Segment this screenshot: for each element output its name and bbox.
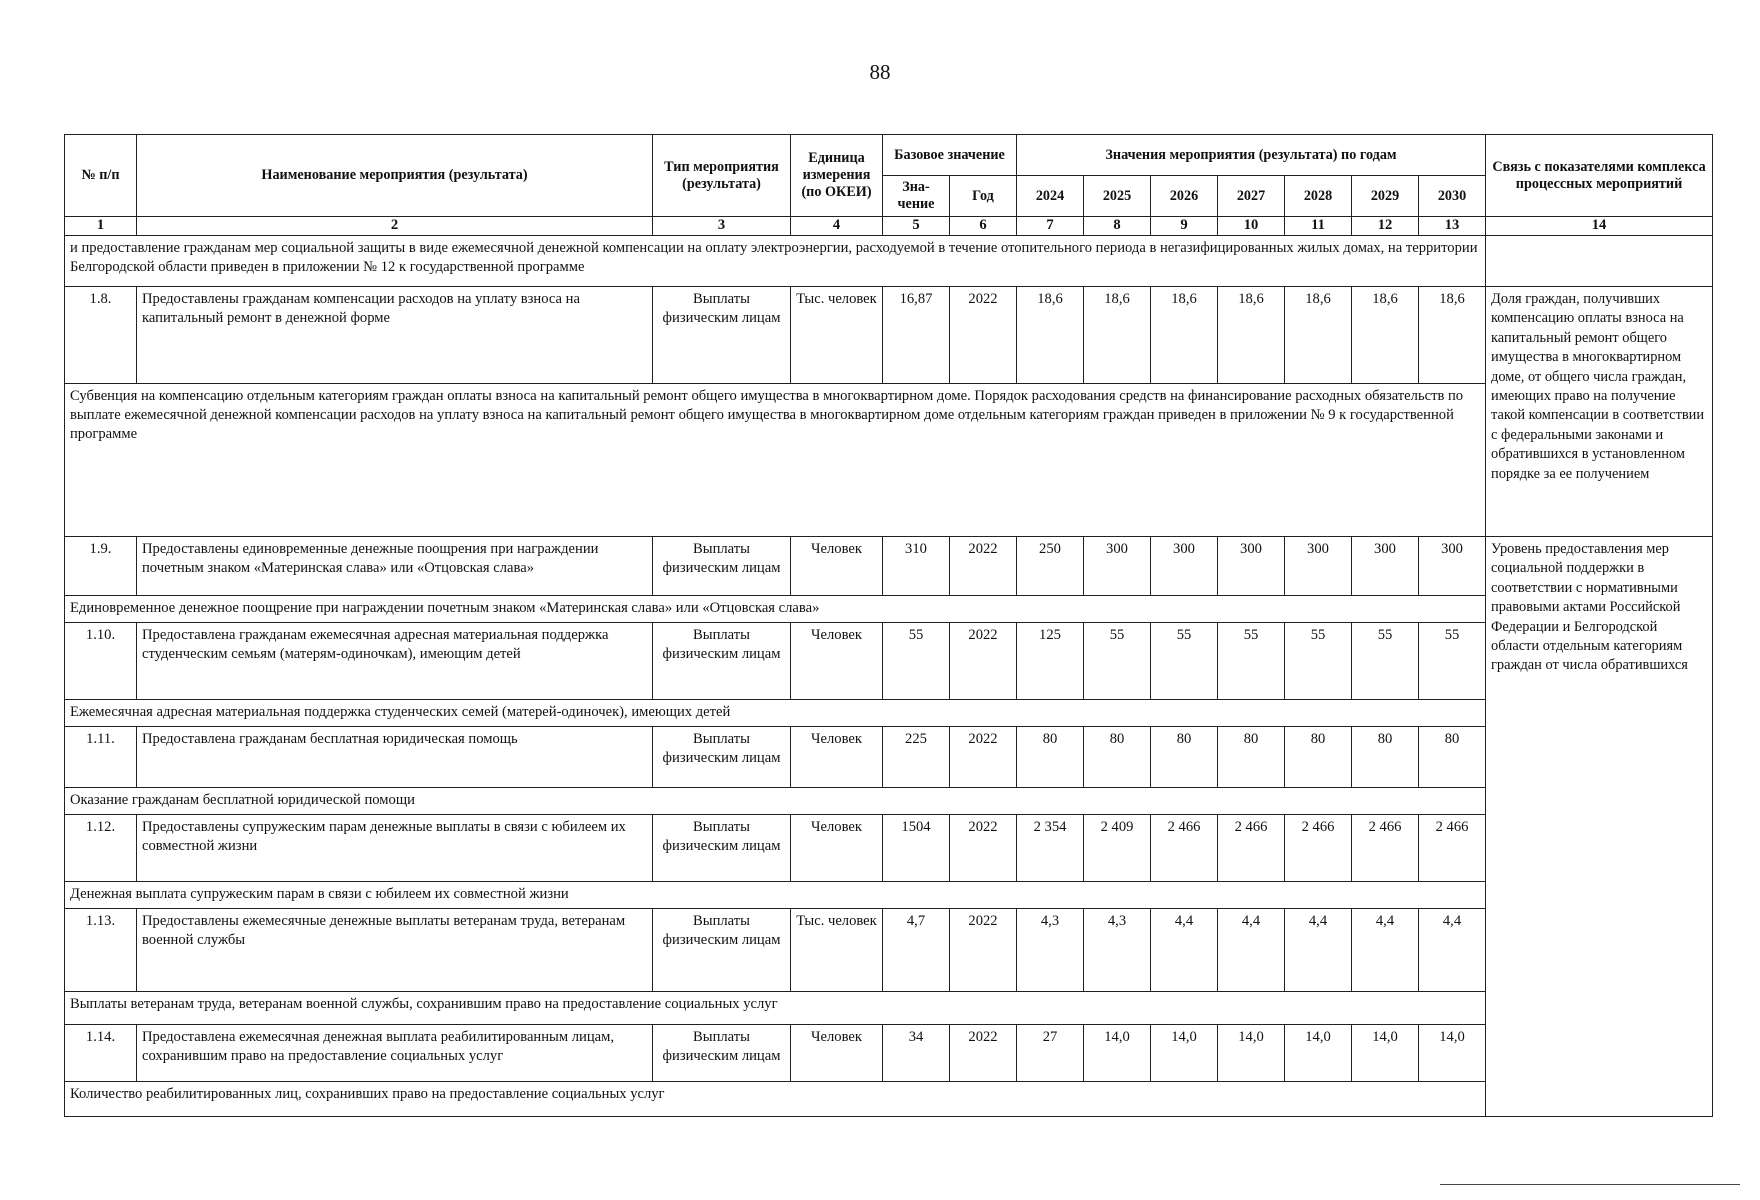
table-row xyxy=(65,287,1713,384)
table-row xyxy=(65,727,1713,788)
row-value-2025: 14,0 xyxy=(1084,1025,1151,1082)
row-value-2026: 2 466 xyxy=(1151,815,1218,882)
row-value-2024: 27 xyxy=(1017,1025,1084,1082)
table-row xyxy=(65,1025,1713,1082)
top-note-link-empty xyxy=(1486,236,1713,287)
row-value-2025: 2 409 xyxy=(1084,815,1151,882)
row-name: Предоставлены ежемесячные денежные выплаты ветеранам труда, ветеранам военной службы xyxy=(137,909,653,992)
row-number: 1.11. xyxy=(65,727,137,788)
row-value-2028: 55 xyxy=(1285,623,1352,700)
note-row xyxy=(65,384,1713,537)
row-value-2029: 55 xyxy=(1352,623,1419,700)
row-name: Предоставлены супружеским парам денежные выплаты в связи с юбилеем их совместной жизни xyxy=(137,815,653,882)
note-row xyxy=(65,1082,1713,1117)
row-type: Выплаты физическим лицам xyxy=(653,815,791,882)
row-value-2027: 300 xyxy=(1218,537,1285,596)
row-type: Выплаты физическим лицам xyxy=(653,1025,791,1082)
row-value-2029: 2 466 xyxy=(1352,815,1419,882)
header-year-2027: 2027 xyxy=(1218,176,1285,217)
row-type: Выплаты физическим лицам xyxy=(653,727,791,788)
column-number: 7 xyxy=(1017,217,1084,236)
row-base-year: 2022 xyxy=(950,623,1017,700)
row-value-2027: 18,6 xyxy=(1218,287,1285,384)
row-type: Выплаты физическим лицам xyxy=(653,287,791,384)
column-number: 14 xyxy=(1486,217,1713,236)
row-number: 1.8. xyxy=(65,287,137,384)
table-row xyxy=(65,623,1713,700)
row-base-value: 16,87 xyxy=(883,287,950,384)
row-value-2027: 55 xyxy=(1218,623,1285,700)
row-value-2026: 4,4 xyxy=(1151,909,1218,992)
column-number: 4 xyxy=(791,217,883,236)
row-value-2026: 18,6 xyxy=(1151,287,1218,384)
row-unit: Человек xyxy=(791,727,883,788)
header-base: Базовое значение xyxy=(883,135,1017,176)
row-unit: Человек xyxy=(791,537,883,596)
row-value-2024: 125 xyxy=(1017,623,1084,700)
row-unit: Человек xyxy=(791,623,883,700)
row-value-2027: 14,0 xyxy=(1218,1025,1285,1082)
row-value-2025: 55 xyxy=(1084,623,1151,700)
row-note: Единовременное денежное поощрение при награждении почетным знаком «Материнская слава» или «Отцовская слава» xyxy=(65,596,1486,623)
header-year-2029: 2029 xyxy=(1352,176,1419,217)
row-number: 1.14. xyxy=(65,1025,137,1082)
row-value-2028: 18,6 xyxy=(1285,287,1352,384)
note-row xyxy=(65,992,1713,1025)
row-unit: Тыс. человек xyxy=(791,287,883,384)
row-base-value: 55 xyxy=(883,623,950,700)
row-value-2029: 14,0 xyxy=(1352,1025,1419,1082)
row-base-value: 4,7 xyxy=(883,909,950,992)
row-type: Выплаты физическим лицам xyxy=(653,537,791,596)
header-values-by-year: Значения мероприятия (результата) по годам xyxy=(1017,135,1486,176)
row-value-2030: 4,4 xyxy=(1419,909,1486,992)
row-note: Выплаты ветеранам труда, ветеранам военной службы, сохранившим право на предоставление социальных услуг xyxy=(65,992,1486,1025)
column-number: 3 xyxy=(653,217,791,236)
row-note: Количество реабилитированных лиц, сохранивших право на предоставление социальных услуг xyxy=(65,1082,1486,1117)
row-type: Выплаты физическим лицам xyxy=(653,909,791,992)
row-value-2029: 300 xyxy=(1352,537,1419,596)
row-value-2028: 300 xyxy=(1285,537,1352,596)
row-value-2030: 2 466 xyxy=(1419,815,1486,882)
column-numbers-row xyxy=(65,217,1713,236)
link-first: Доля граждан, получивших компенсацию оплаты взноса на капитальный ремонт общего имущества в многоквартирном доме, от общего числа граждан, имеющих право на получение такой компенсации в соответствии с федеральными законами и обратившихся в установленном порядке за ее получением xyxy=(1486,287,1713,537)
top-note-row xyxy=(65,236,1713,287)
row-note: Денежная выплата супружеским парам в связи с юбилеем их совместной жизни xyxy=(65,882,1486,909)
row-note: Оказание гражданам бесплатной юридической помощи xyxy=(65,788,1486,815)
row-value-2029: 80 xyxy=(1352,727,1419,788)
row-value-2024: 80 xyxy=(1017,727,1084,788)
row-value-2027: 4,4 xyxy=(1218,909,1285,992)
row-number: 1.9. xyxy=(65,537,137,596)
row-base-value: 1504 xyxy=(883,815,950,882)
header-year-2030: 2030 xyxy=(1419,176,1486,217)
row-value-2027: 80 xyxy=(1218,727,1285,788)
row-base-value: 310 xyxy=(883,537,950,596)
note-row xyxy=(65,700,1713,727)
row-value-2026: 300 xyxy=(1151,537,1218,596)
note-row xyxy=(65,596,1713,623)
row-unit: Человек xyxy=(791,1025,883,1082)
header-base-year: Год xyxy=(950,176,1017,217)
table-row xyxy=(65,815,1713,882)
header-link: Связь с показателями комплекса процессных мероприятий xyxy=(1486,135,1713,217)
row-value-2028: 2 466 xyxy=(1285,815,1352,882)
row-value-2030: 55 xyxy=(1419,623,1486,700)
row-value-2024: 4,3 xyxy=(1017,909,1084,992)
row-value-2025: 4,3 xyxy=(1084,909,1151,992)
column-number: 6 xyxy=(950,217,1017,236)
row-base-value: 34 xyxy=(883,1025,950,1082)
row-name: Предоставлена гражданам ежемесячная адресная материальная поддержка студенческим семьям (матерям-одиночкам), имеющим детей xyxy=(137,623,653,700)
measures-table xyxy=(64,134,1713,1117)
row-value-2029: 18,6 xyxy=(1352,287,1419,384)
column-number: 9 xyxy=(1151,217,1218,236)
row-unit: Человек xyxy=(791,815,883,882)
header-row-1 xyxy=(65,135,1713,176)
row-value-2028: 14,0 xyxy=(1285,1025,1352,1082)
header-year-2025: 2025 xyxy=(1084,176,1151,217)
row-value-2026: 14,0 xyxy=(1151,1025,1218,1082)
row-value-2024: 18,6 xyxy=(1017,287,1084,384)
column-number: 13 xyxy=(1419,217,1486,236)
row-name: Предоставлены единовременные денежные поощрения при награждении почетным знаком «Материнская слава» или «Отцовская слава» xyxy=(137,537,653,596)
row-value-2029: 4,4 xyxy=(1352,909,1419,992)
header-num: № п/п xyxy=(65,135,137,217)
row-base-year: 2022 xyxy=(950,909,1017,992)
row-value-2024: 2 354 xyxy=(1017,815,1084,882)
header-name: Наименование мероприятия (результата) xyxy=(137,135,653,217)
page-number: 88 xyxy=(869,60,891,84)
row-number: 1.13. xyxy=(65,909,137,992)
row-note: Ежемесячная адресная материальная поддержка студенческих семей (матерей-одиночек), имеющих детей xyxy=(65,700,1486,727)
row-value-2025: 80 xyxy=(1084,727,1151,788)
row-value-2028: 4,4 xyxy=(1285,909,1352,992)
row-value-2025: 18,6 xyxy=(1084,287,1151,384)
top-note: и предоставление гражданам мер социальной защиты в виде ежемесячной денежной компенсации на оплату электроэнергии, расходуемой в течение отопительного периода в негазифицированных жилых домах, на территории Белгородской области приведен в приложении № 12 к государственной программе xyxy=(65,236,1486,287)
row-value-2028: 80 xyxy=(1285,727,1352,788)
column-number: 12 xyxy=(1352,217,1419,236)
column-number: 1 xyxy=(65,217,137,236)
header-year-2026: 2026 xyxy=(1151,176,1218,217)
row-value-2030: 300 xyxy=(1419,537,1486,596)
row-base-year: 2022 xyxy=(950,1025,1017,1082)
row-base-year: 2022 xyxy=(950,727,1017,788)
page-edge-line xyxy=(1440,1184,1740,1185)
column-number: 8 xyxy=(1084,217,1151,236)
row-value-2030: 18,6 xyxy=(1419,287,1486,384)
row-value-2026: 55 xyxy=(1151,623,1218,700)
column-number: 5 xyxy=(883,217,950,236)
header-unit: Единица измерения (по ОКЕИ) xyxy=(791,135,883,217)
row-note: Субвенция на компенсацию отдельным категориям граждан оплаты взноса на капитальный ремонт общего имущества в многоквартирном доме. Порядок расходования средств на финансирование расходных обязательств по выплате ежемесячной денежной компенсации расходов на уплату взноса на капитальный ремонт общего имущества в многоквартирном доме отдельным категориям граждан приведен в приложении № 9 к государственной программе xyxy=(65,384,1486,537)
row-base-year: 2022 xyxy=(950,287,1017,384)
table-row xyxy=(65,909,1713,992)
row-type: Выплаты физическим лицам xyxy=(653,623,791,700)
row-value-2027: 2 466 xyxy=(1218,815,1285,882)
row-value-2030: 14,0 xyxy=(1419,1025,1486,1082)
row-value-2025: 300 xyxy=(1084,537,1151,596)
header-year-2024: 2024 xyxy=(1017,176,1084,217)
header-year-2028: 2028 xyxy=(1285,176,1352,217)
row-base-value: 225 xyxy=(883,727,950,788)
column-number: 10 xyxy=(1218,217,1285,236)
note-row xyxy=(65,788,1713,815)
row-name: Предоставлена гражданам бесплатная юридическая помощь xyxy=(137,727,653,788)
link-second: Уровень предоставления мер социальной поддержки в соответствии с нормативными правовыми актами Российской Федерации и Белгородской области отдельным категориям граждан от числа обратившихся xyxy=(1486,537,1713,1117)
row-number: 1.10. xyxy=(65,623,137,700)
row-base-year: 2022 xyxy=(950,537,1017,596)
row-value-2026: 80 xyxy=(1151,727,1218,788)
column-number: 11 xyxy=(1285,217,1352,236)
row-number: 1.12. xyxy=(65,815,137,882)
note-row xyxy=(65,882,1713,909)
row-base-year: 2022 xyxy=(950,815,1017,882)
row-unit: Тыс. человек xyxy=(791,909,883,992)
row-name: Предоставлены гражданам компенсации расходов на уплату взноса на капитальный ремонт в денежной форме xyxy=(137,287,653,384)
header-type: Тип мероприятия (результата) xyxy=(653,135,791,217)
column-number: 2 xyxy=(137,217,653,236)
table-row xyxy=(65,537,1713,596)
row-value-2030: 80 xyxy=(1419,727,1486,788)
row-name: Предоставлена ежемесячная денежная выплата реабилитированным лицам, сохранившим право на предоставление социальных услуг xyxy=(137,1025,653,1082)
row-value-2024: 250 xyxy=(1017,537,1084,596)
header-base-value: Зна-чение xyxy=(883,176,950,217)
